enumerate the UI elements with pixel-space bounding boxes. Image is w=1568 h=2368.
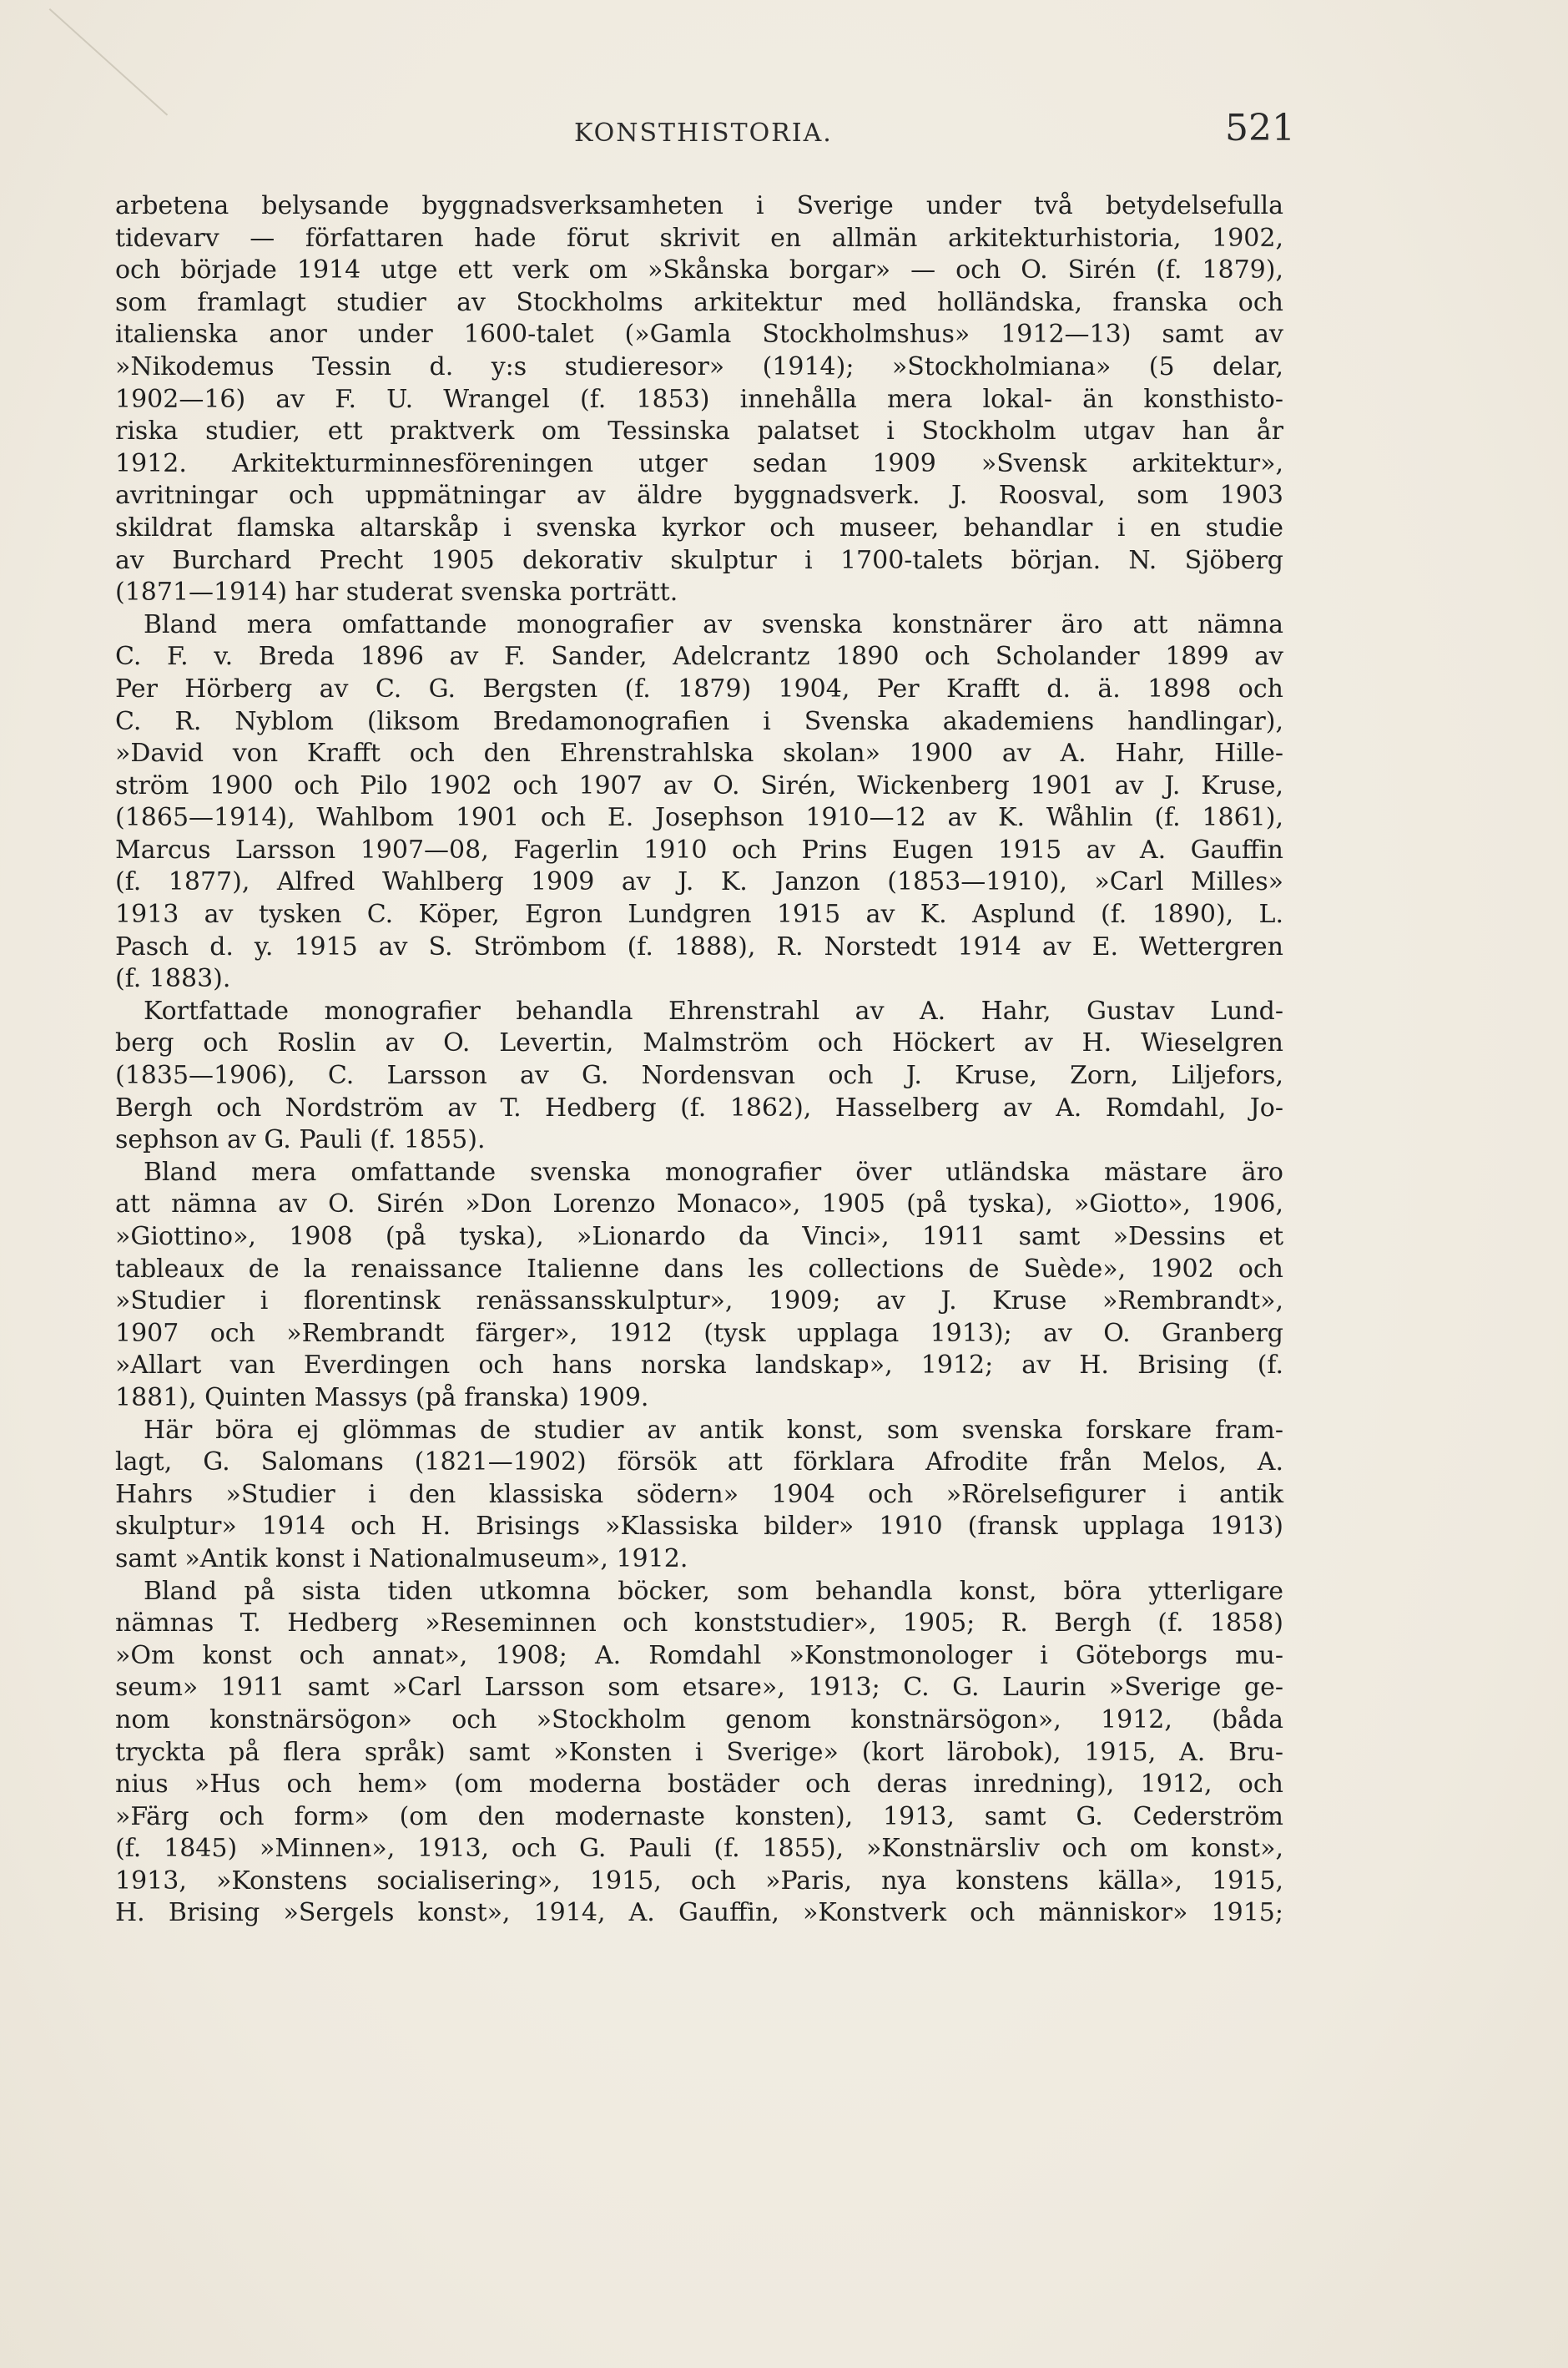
text-line: skulptur» 1914 och H. Brisings »Klassiska bilder» 1910 (fransk upplaga 1913) (115, 1512, 1283, 1542)
running-head: KONSTHISTORIA. (574, 119, 833, 148)
text-line: Hahrs »Studier i den klassiska södern» 1904 och »Rörelsefigurer i antik (115, 1479, 1283, 1509)
text-line: 1902—16) av F. U. Wrangel (f. 1853) innehålla mera lokal- än konsthisto- (115, 384, 1283, 414)
text-line: 1881), Quinten Massys (på franska) 1909. (115, 1382, 649, 1412)
text-line: (1865—1914), Wahlbom 1901 och E. Josephson 1910—12 av K. Wåhlin (f. 1861), (115, 803, 1283, 833)
text-line: 1913 av tysken C. Köper, Egron Lundgren 1915 av K. Asplund (f. 1890), L. (115, 900, 1283, 930)
text-line: Pasch d. y. 1915 av S. Strömbom (f. 1888), R. Norstedt 1914 av E. Wettergren (115, 932, 1283, 962)
text-line: »Studier i florentinsk renässansskulptur», 1909; av J. Kruse »Rembrandt», (115, 1286, 1283, 1316)
text-line: Här böra ej glömmas de studier av antik konst, som svenska forskare fram- (144, 1415, 1283, 1445)
text-line: Marcus Larsson 1907—08, Fagerlin 1910 och Prins Eugen 1915 av A. Gauffin (115, 835, 1283, 865)
text-line: »David von Krafft och den Ehrenstrahlska skolan» 1900 av A. Hahr, Hille- (115, 739, 1283, 769)
text-line: nius »Hus och hem» (om moderna bostäder och deras inredning), 1912, och (115, 1770, 1283, 1800)
text-line: tableaux de la renaissance Italienne dans les collections de Suède», 1902 och (115, 1254, 1283, 1284)
text-line: arbetena belysande byggnadsverksamheten i Sverige under två betydelsefulla (115, 191, 1283, 220)
text-line: (1835—1906), C. Larsson av G. Nordensvan och J. Kruse, Zorn, Liljefors, (115, 1061, 1283, 1091)
text-line: (f. 1877), Alfred Wahlberg 1909 av J. K. Janzon (1853—1910), »Carl Milles» (115, 867, 1283, 897)
text-line: riska studier, ett praktverk om Tessinska palatset i Stockholm utgav han år (115, 417, 1283, 447)
text-line: 1912. Arkitekturminnesföreningen utger sedan 1909 »Svensk arkitektur», (115, 448, 1283, 478)
text-line: berg och Roslin av O. Levertin, Malmström och Höckert av H. Wieselgren (115, 1028, 1283, 1058)
text-line: nom konstnärsögon» och »Stockholm genom konstnärsögon», 1912, (båda (115, 1704, 1283, 1734)
text-line: »Giottino», 1908 (på tyska), »Lionardo da Vinci», 1911 samt »Dessins et (115, 1222, 1283, 1251)
text-line: Per Hörberg av C. G. Bergsten (f. 1879) 1904, Per Krafft d. ä. 1898 och (115, 674, 1283, 704)
text-line: »Allart van Everdingen och hans norska landskap», 1912; av H. Brising (f. (115, 1351, 1283, 1381)
text-line: samt »Antik konst i Nationalmuseum», 1912. (115, 1543, 688, 1573)
text-line: »Nikodemus Tessin d. y:s studieresor» (1914); »Stockholmiana» (5 delar, (115, 351, 1283, 381)
text-line: sephson av G. Pauli (f. 1855). (115, 1125, 486, 1155)
text-line: 1913, »Konstens socialisering», 1915, och »Paris, nya konstens källa», 1915, (115, 1866, 1283, 1896)
text-line: italienska anor under 1600-talet (»Gamla Stockholmshus» 1912—13) samt av (115, 320, 1283, 350)
page-number: 521 (1225, 107, 1295, 149)
text-line: ström 1900 och Pilo 1902 och 1907 av O. Sirén, Wickenberg 1901 av J. Kruse, (115, 770, 1283, 800)
text-line: »Färg och form» (om den modernaste konsten), 1913, samt G. Cederström (115, 1801, 1283, 1831)
body-text (115, 190, 1283, 1930)
text-line: Bland mera omfattande svenska monografier över utländska mästare äro (144, 1157, 1283, 1187)
text-line: (f. 1845) »Minnen», 1913, och G. Pauli (f. 1855), »Konstnärsliv och om konst», (115, 1834, 1283, 1864)
text-line: Bland på sista tiden utkomna böcker, som behandla konst, böra ytterligare (144, 1576, 1283, 1606)
page-header (0, 107, 1568, 157)
text-line: nämnas T. Hedberg »Reseminnen och konststudier», 1905; R. Bergh (f. 1858) (115, 1608, 1283, 1638)
text-line: C. R. Nyblom (liksom Bredamonografien i Svenska akademiens handlingar), (115, 706, 1283, 736)
text-line: att nämna av O. Sirén »Don Lorenzo Monaco», 1905 (på tyska), »Giotto», 1906, (115, 1189, 1283, 1219)
text-line: (1871—1914) har studerat svenska porträtt. (115, 578, 678, 608)
text-line: lagt, G. Salomans (1821—1902) försök att förklara Afrodite från Melos, A. (115, 1447, 1283, 1477)
text-line: (f. 1883). (115, 964, 231, 994)
text-line: seum» 1911 samt »Carl Larsson som etsare», 1913; C. G. Laurin »Sverige ge- (115, 1673, 1283, 1703)
text-line: och började 1914 utge ett verk om »Skånska borgar» — och O. Sirén (f. 1879), (115, 255, 1283, 285)
text-line: 1907 och »Rembrandt färger», 1912 (tysk upplaga 1913); av O. Granberg (115, 1318, 1283, 1348)
text-line: skildrat flamska altarskåp i svenska kyrkor och museer, behandlar i en studie (115, 512, 1283, 543)
text-line: C. F. v. Breda 1896 av F. Sander, Adelcrantz 1890 och Scholander 1899 av (115, 642, 1283, 672)
text-line: avritningar och uppmätningar av äldre byggnadsverk. J. Roosval, som 1903 (115, 481, 1283, 511)
text-line: tryckta på flera språk) samt »Konsten i Sverige» (kort lärobok), 1915, A. Bru- (115, 1737, 1283, 1767)
text-line: Bland mera omfattande monografier av svenska konstnärer äro att nämna (144, 609, 1283, 639)
text-line: Kortfattade monografier behandla Ehrenstrahl av A. Hahr, Gustav Lund- (144, 996, 1283, 1026)
text-line: av Burchard Precht 1905 dekorativ skulptur i 1700-talets början. N. Sjöberg (115, 545, 1283, 575)
text-line: tidevarv — författaren hade förut skrivit en allmän arkitekturhistoria, 1902, (115, 223, 1283, 253)
text-line: Bergh och Nordström av T. Hedberg (f. 1862), Hasselberg av A. Romdahl, Jo- (115, 1093, 1283, 1123)
text-line: som framlagt studier av Stockholms arkitektur med holländska, franska och (115, 287, 1283, 317)
text-line: »Om konst och annat», 1908; A. Romdahl »Konstmonologer i Göteborgs mu- (115, 1640, 1283, 1670)
text-line: H. Brising »Sergels konst», 1914, A. Gauffin, »Konstverk och människor» 1915; (115, 1898, 1283, 1928)
